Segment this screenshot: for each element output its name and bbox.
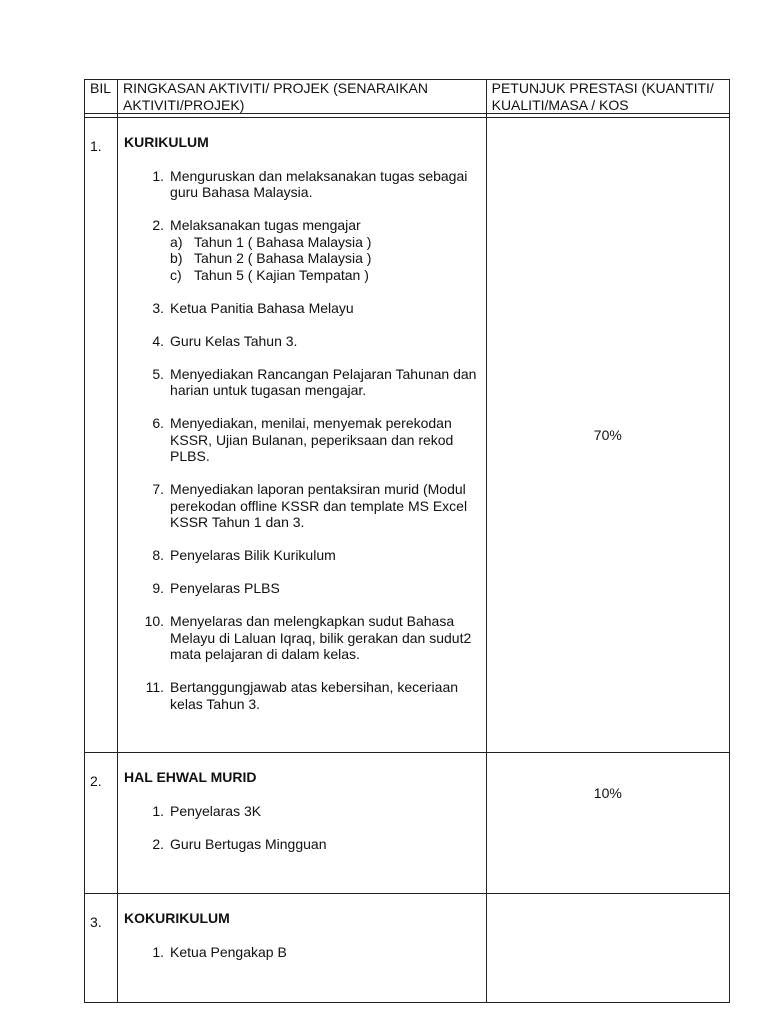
list-item: 8. Penyelaras Bilik Kurikulum: [152, 547, 336, 563]
header-activity-line2: AKTIVITI/PROJEK): [123, 96, 245, 113]
row-number: 2.: [85, 753, 118, 894]
sub-list-item: b) Tahun 2 ( Bahasa Malaysia ): [170, 250, 372, 266]
list-item: 6. Menyediakan, menilai, menyemak perekodan KSSR, Ujian Bulanan, peperiksaan dan rekod PLBS.: [152, 415, 454, 464]
list-item: 1. Menguruskan dan melaksanakan tugas sebagai guru Bahasa Malaysia.: [152, 167, 468, 200]
header-activity: [118, 80, 487, 114]
indicator-cell: [486, 894, 729, 1003]
list-item: 4. Guru Kelas Tahun 3.: [152, 332, 298, 349]
table-row: [85, 118, 730, 753]
sub-list-item: c) Tahun 5 ( Kajian Tempatan ): [170, 266, 369, 283]
activity-list: [124, 168, 478, 713]
header-indicator-line1: PETUNJUK PRESTASI (KUANTITI/: [491, 80, 714, 96]
header-row: [85, 80, 730, 114]
activity-cell: [118, 753, 487, 894]
list-item: 11. Bertanggungjawab atas kebersihan, keceriaan kelas Tahun 3.: [145, 679, 459, 712]
activity-cell: [118, 894, 487, 1003]
indicator-cell: [486, 118, 729, 753]
list-item: 2. Guru Bertugas Mingguan: [152, 835, 327, 852]
list-item: 9. Penyelaras PLBS: [152, 580, 280, 596]
header-indicator-line2: KUALITI/MASA / KOS: [491, 96, 629, 113]
indicator-cell: [486, 753, 729, 894]
table-row: [85, 894, 730, 1003]
table-row: [85, 753, 730, 894]
indicator-value: 10%: [593, 785, 622, 801]
header-activity-line1: RINGKASAN AKTIVITI/ PROJEK (SENARAIKAN: [123, 80, 429, 96]
row-number: 3.: [85, 894, 118, 1003]
performance-table: [84, 79, 730, 1003]
section-title: KURIKULUM: [124, 134, 209, 150]
list-item: 5. Menyediakan Rancangan Pelajaran Tahunan dan harian untuk tugasan mengajar.: [152, 365, 477, 398]
section-title: KOKURIKULUM: [124, 910, 230, 926]
activity-list: [124, 803, 478, 853]
sub-list: [170, 234, 478, 284]
list-item: 3. Ketua Panitia Bahasa Melayu: [152, 299, 354, 316]
list-item: 7. Menyediakan laporan pentaksiran murid (Modul perekodan offline KSSR dan template MS Excel KSSR Tahun 1 dan 3.: [152, 481, 468, 530]
indicator-value: 70%: [593, 426, 622, 443]
section-title: HAL EHWAL MURID: [124, 769, 257, 785]
list-item: 10. Menyelaras dan melengkapkan sudut Bahasa Melayu di Laluan Iqraq, bilik gerakan dan sudut2 mata pelajaran di dalam kelas.: [144, 613, 472, 662]
activity-cell: [118, 118, 487, 753]
activity-list: [124, 944, 478, 961]
row-number: 1.: [85, 118, 118, 753]
header-indicator: [486, 80, 729, 114]
header-bil: BIL: [85, 80, 118, 114]
list-item: 1. Ketua Pengakap B: [152, 943, 287, 960]
list-item: 2. Melaksanakan tugas mengajar a) Tahun 1 ( Bahasa Malaysia ) b) Tahun 2 ( Bahasa Malaysia ) c) Tahun 5 ( Kajian Tempatan ): [124, 217, 478, 283]
list-item: 1. Penyelaras 3K: [152, 802, 262, 819]
sub-list-item: a) Tahun 1 ( Bahasa Malaysia ): [170, 233, 372, 250]
